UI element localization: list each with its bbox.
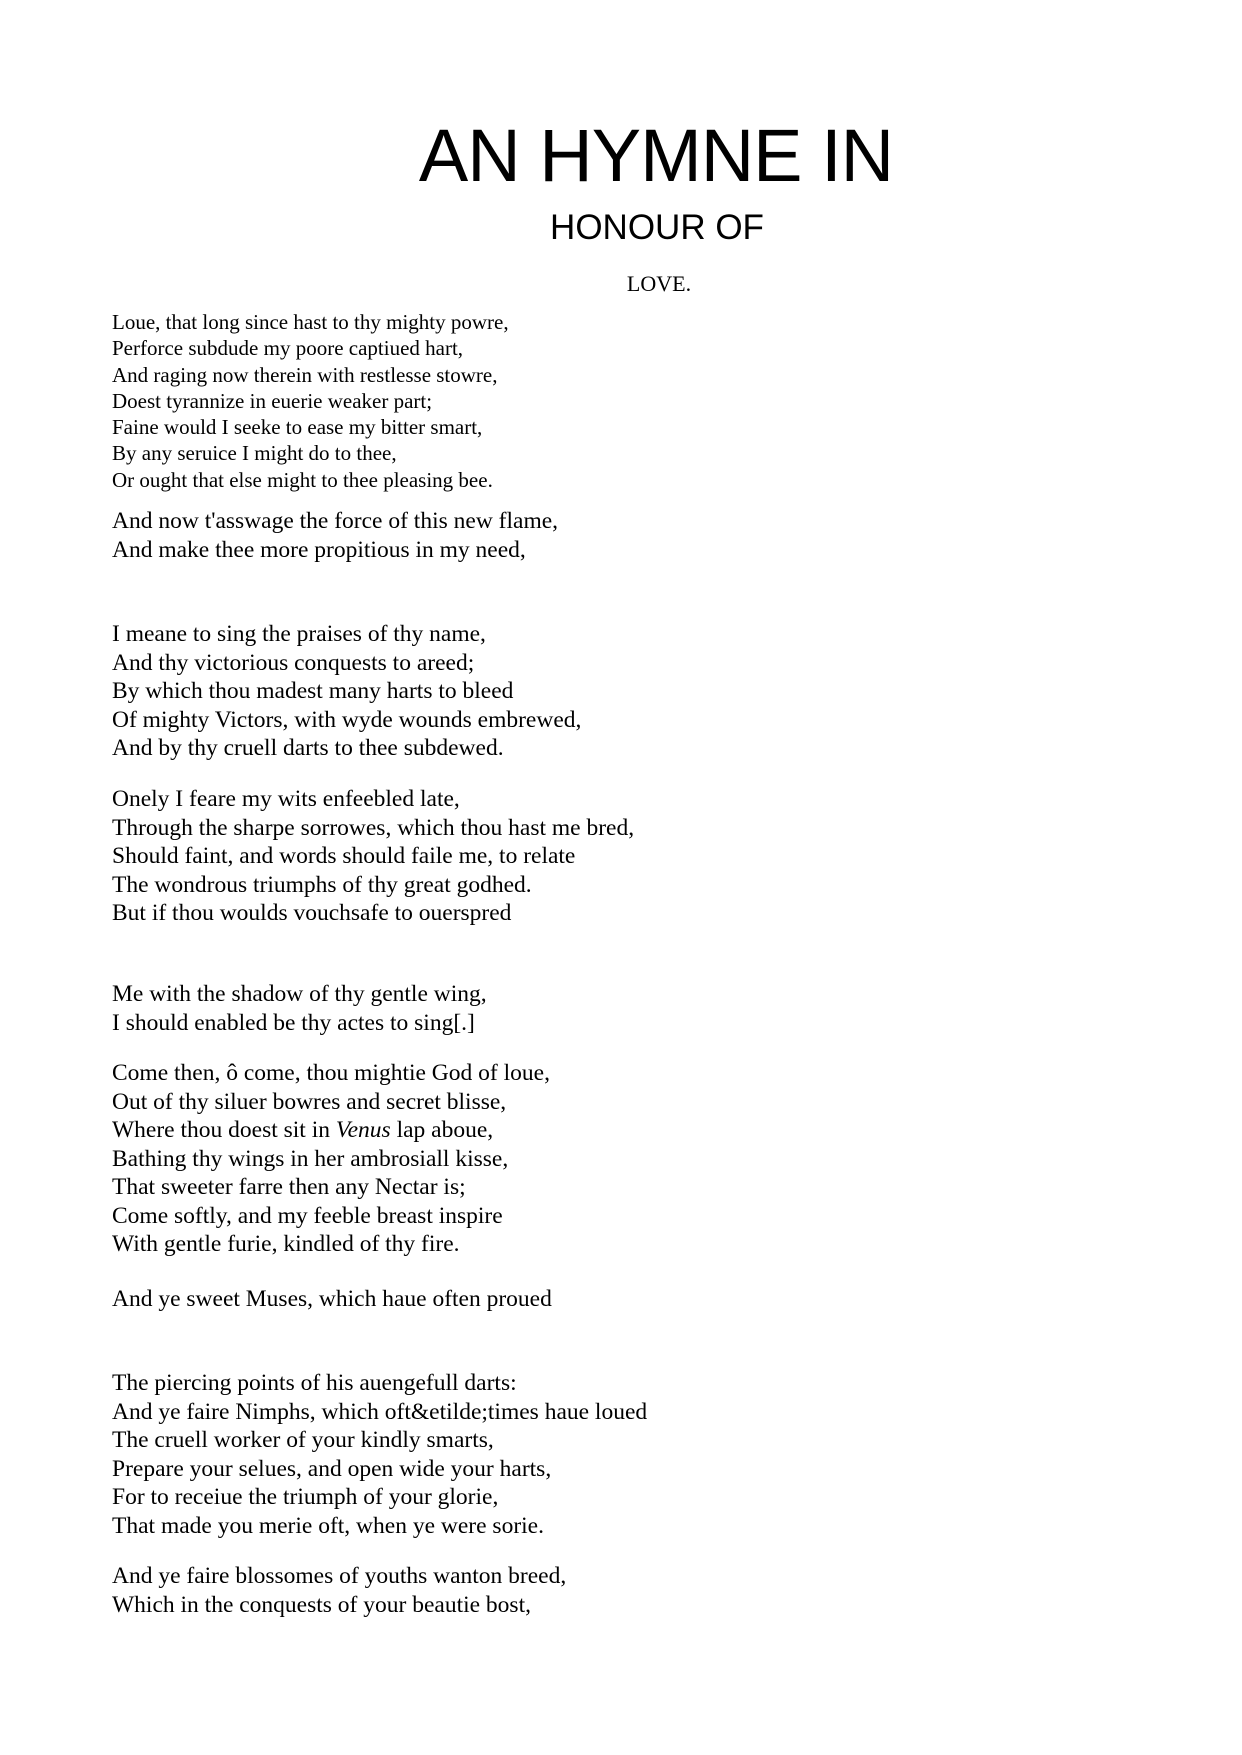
verse-line: Of mighty Victors, with wyde wounds embrewed, bbox=[112, 706, 582, 733]
verse-line: Onely I feare my wits enfeebled late, bbox=[112, 786, 460, 812]
stanza-8 bbox=[112, 1369, 647, 1540]
verse-line: For to receiue the triumph of your glorie, bbox=[112, 1484, 499, 1510]
stanza-3 bbox=[112, 620, 581, 763]
verse-fragment: lap aboue, bbox=[390, 1117, 494, 1143]
page-subsubtitle: LOVE. bbox=[626, 271, 692, 296]
page-title: AN HYMNE IN bbox=[418, 114, 894, 197]
stanza-5 bbox=[112, 980, 487, 1037]
verse-line: And raging now therein with restlesse stowre, bbox=[112, 362, 498, 387]
verse-line: And now t'asswage the force of this new flame, bbox=[112, 508, 559, 534]
verse-line: And by thy cruell darts to thee subdewed. bbox=[112, 735, 504, 761]
verse-line: And thy victorious conquests to areed; bbox=[112, 649, 475, 676]
stanza-7 bbox=[112, 1285, 552, 1314]
verse-line: Through the sharpe sorrowes, which thou hast me bred, bbox=[112, 814, 635, 841]
verse-line: That sweeter farre then any Nectar is; bbox=[112, 1174, 466, 1200]
stanza-2 bbox=[112, 507, 558, 564]
verse-line: Doest tyrannize in euerie weaker part; bbox=[112, 388, 433, 413]
verse-line: But if thou woulds vouchsafe to ouerspred bbox=[112, 900, 512, 926]
verse-line: Perforce subdude my poore captiued hart, bbox=[112, 336, 464, 361]
verse-line: And ye sweet Muses, which haue often proued bbox=[112, 1286, 552, 1312]
verse-line: I meane to sing the praises of thy name, bbox=[112, 621, 486, 647]
verse-line: By any seruice I might do to thee, bbox=[112, 441, 397, 466]
stanza-1 bbox=[112, 309, 509, 493]
verse-line: Should faint, and words should faile me, to relate bbox=[112, 843, 576, 869]
page-subtitle: HONOUR OF bbox=[550, 208, 764, 247]
verse-line: Or ought that else might to thee pleasing bee. bbox=[112, 467, 493, 492]
stanza-4 bbox=[112, 785, 634, 928]
verse-line: The piercing points of his auengefull darts: bbox=[112, 1370, 517, 1396]
verse-line: Prepare your selues, and open wide your harts, bbox=[112, 1455, 552, 1482]
verse-line: Come then, ô come, thou mightie God of loue, bbox=[112, 1060, 550, 1086]
italic-name-venus: Venus bbox=[335, 1117, 391, 1143]
verse-line: That made you merie oft, when ye were sorie. bbox=[112, 1512, 544, 1539]
verse-line: The cruell worker of your kindly smarts, bbox=[112, 1427, 494, 1453]
verse-line: Come softly, and my feeble breast inspire bbox=[112, 1202, 503, 1229]
verse-fragment: Where thou doest sit in bbox=[112, 1117, 336, 1143]
verse-line: The wondrous triumphs of thy great godhed. bbox=[112, 871, 532, 898]
verse-line bbox=[112, 1116, 550, 1145]
verse-line: Loue, that long since hast to thy mighty powre, bbox=[112, 310, 509, 334]
verse-line: Me with the shadow of thy gentle wing, bbox=[112, 981, 487, 1007]
verse-line: Out of thy siluer bowres and secret blisse, bbox=[112, 1088, 507, 1115]
stanza-9 bbox=[112, 1562, 566, 1619]
verse-line: And ye faire Nimphs, which oft&etilde;times haue loued bbox=[112, 1398, 648, 1425]
verse-line: By which thou madest many harts to bleed bbox=[112, 678, 514, 704]
verse-line: And make thee more propitious in my need, bbox=[112, 536, 526, 563]
verse-line: Faine would I seeke to ease my bitter smart, bbox=[112, 415, 483, 440]
verse-line: And ye faire blossomes of youths wanton breed, bbox=[112, 1563, 567, 1589]
stanza-6 bbox=[112, 1059, 550, 1259]
verse-line: Bathing thy wings in her ambrosiall kisse, bbox=[112, 1145, 509, 1172]
verse-line: I should enabled be thy actes to sing[.] bbox=[112, 1009, 475, 1036]
verse-line: With gentle furie, kindled of thy fire. bbox=[112, 1231, 460, 1257]
verse-line: Which in the conquests of your beautie bost, bbox=[112, 1591, 531, 1618]
